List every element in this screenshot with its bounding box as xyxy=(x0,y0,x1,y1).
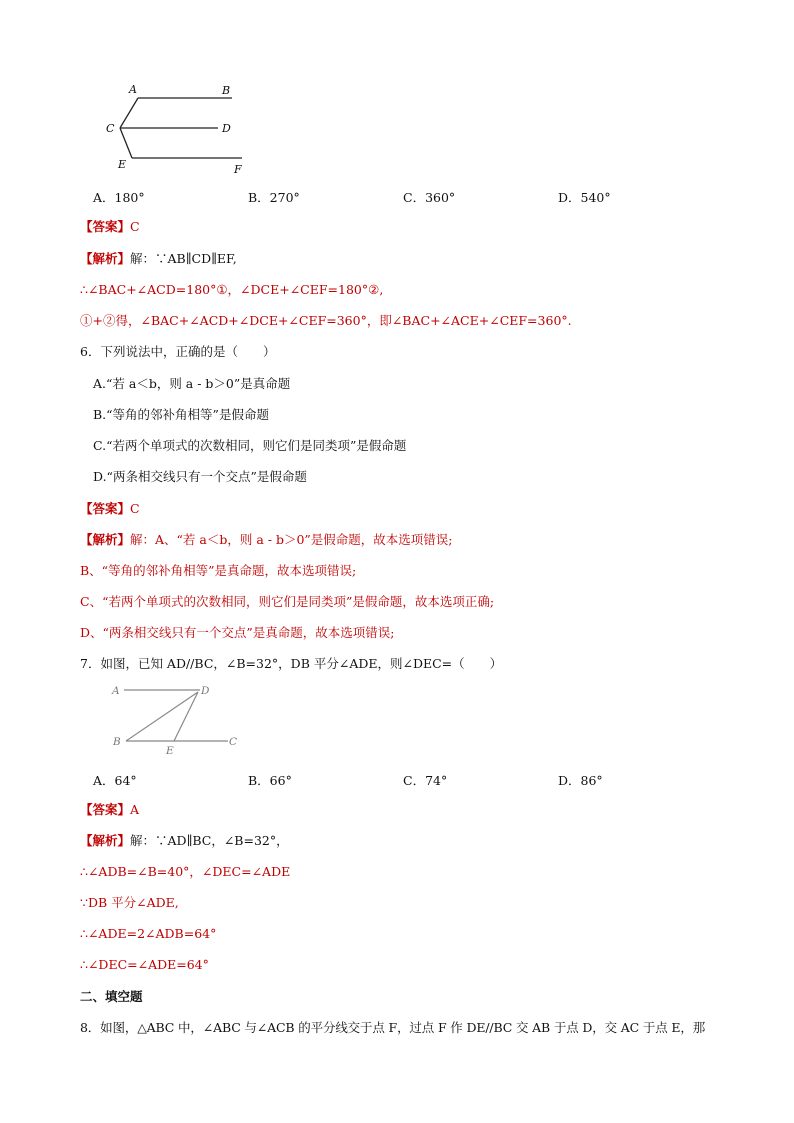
label-f: F xyxy=(234,163,242,176)
analysis-text: 解：∵AD∥BC，∠B=32°， xyxy=(130,833,289,848)
q5-answer xyxy=(80,219,140,235)
q7-analysis-line-5: ∴∠DEC=∠ADE=64° xyxy=(80,957,209,972)
analysis-tag: 【解析】 xyxy=(80,833,131,848)
answer-tag: 【答案】 xyxy=(80,219,131,234)
q6-analysis-line-3: C、“若两个单项式的次数相同，则它们是同类项”是假命题，故本选项正确; xyxy=(80,594,495,609)
label-a: A xyxy=(129,83,137,96)
line-de xyxy=(174,692,198,741)
q7-option-d: D．86° xyxy=(558,773,603,788)
line-bd xyxy=(126,692,198,741)
label-e: E xyxy=(166,745,174,757)
q7-analysis-line-3: ∵DB 平分∠ADE, xyxy=(80,895,179,910)
q6-analysis-line-4: D、“两条相交线只有一个交点”是真命题，故本选项错误; xyxy=(80,625,395,640)
answer-value: C xyxy=(130,501,140,516)
q5-option-a: A．180° xyxy=(93,190,145,205)
q7-analysis-line-2: ∴∠ADB=∠B=40°，∠DEC=∠ADE xyxy=(80,864,291,879)
analysis-tag: 【解析】 xyxy=(80,532,131,547)
q7-answer xyxy=(80,802,139,818)
q7-option-b: B．66° xyxy=(248,773,292,788)
q7-stem: 7．如图，已知 AD//BC，∠B=32°，DB 平分∠ADE，则∠DEC=（ ） xyxy=(80,656,503,671)
answer-tag: 【答案】 xyxy=(80,802,131,817)
answer-value: C xyxy=(130,219,140,234)
q8-stem: 8．如图，△ABC 中，∠ABC 与∠ACB 的平分线交于点 F，过点 F 作 DE//BC 交 AB 于点 D，交 AC 于点 E，那 xyxy=(80,1020,706,1035)
label-d: D xyxy=(222,122,231,135)
analysis-text: 解：∵AB∥CD∥EF, xyxy=(130,251,237,266)
line-ce xyxy=(120,128,132,158)
q6-option-a: A.“若 a＜b，则 a - b＞0”是真命题 xyxy=(93,376,291,391)
label-b: B xyxy=(113,736,121,748)
q7-option-c: C．74° xyxy=(403,773,448,788)
q5-analysis-line-2: ∴∠BAC+∠ACD=180°①，∠DCE+∠CEF=180°②, xyxy=(80,282,384,297)
label-c: C xyxy=(229,736,238,748)
q6-answer xyxy=(80,501,140,517)
answer-tag: 【答案】 xyxy=(80,501,131,516)
q6-analysis-line-1 xyxy=(80,532,453,548)
q7-analysis-line-1 xyxy=(80,833,289,849)
q6-option-c: C.“若两个单项式的次数相同，则它们是同类项”是假命题 xyxy=(93,438,407,453)
q5-option-b: B．270° xyxy=(248,190,300,205)
q6-stem: 6．下列说法中，正确的是（ ） xyxy=(80,344,276,359)
line-ca xyxy=(120,98,138,128)
q5-option-c: C．360° xyxy=(403,190,456,205)
q5-analysis-line-3: ①+②得，∠BAC+∠ACD+∠DCE+∠CEF=360°，即∠BAC+∠ACE+∠CEF=360°. xyxy=(80,313,572,328)
label-e: E xyxy=(118,158,127,171)
q6-option-d: D.“两条相交线只有一个交点”是假命题 xyxy=(93,469,307,484)
q6-option-b: B.“等角的邻补角相等”是假命题 xyxy=(93,407,269,422)
parallel-lines-figure xyxy=(100,80,260,178)
q7-figure xyxy=(100,678,250,760)
answer-value: A xyxy=(130,802,140,817)
label-a: A xyxy=(112,685,120,697)
q5-option-d: D．540° xyxy=(558,190,611,205)
q7-option-a: A．64° xyxy=(93,773,137,788)
analysis-tag: 【解析】 xyxy=(80,251,131,266)
q6-analysis-line-2: B、“等角的邻补角相等”是真命题，故本选项错误; xyxy=(80,563,357,578)
analysis-text: 解：A、“若 a＜b，则 a - b＞0”是假命题，故本选项错误; xyxy=(130,532,453,547)
q5-analysis-line-1 xyxy=(80,251,237,267)
label-d: D xyxy=(201,685,210,697)
section-title: 二、填空题 xyxy=(80,989,143,1004)
label-c: C xyxy=(106,122,115,135)
q7-analysis-line-4: ∴∠ADE=2∠ADB=64° xyxy=(80,926,217,941)
label-b: B xyxy=(222,84,231,97)
